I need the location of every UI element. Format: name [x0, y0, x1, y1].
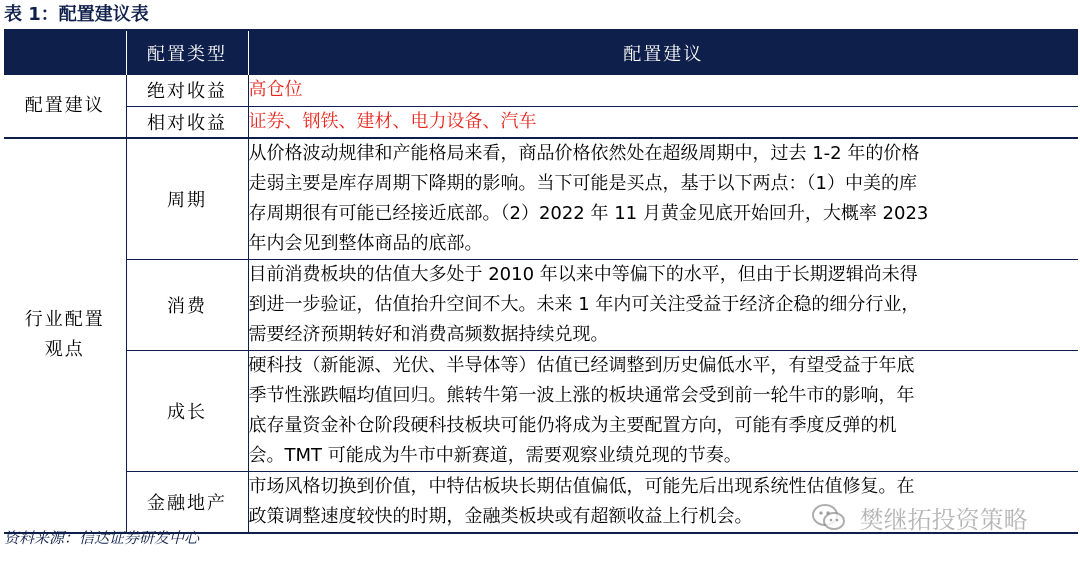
watermark-text: 樊继拓投资策略	[859, 506, 1028, 534]
sector-label-growth: 成长	[126, 350, 248, 471]
sector-row-consumption	[4, 259, 1078, 350]
text-line: 需要经济预期转好和消费高频数据持续兑现。	[248, 323, 609, 345]
watermark	[812, 500, 1028, 538]
sector-label-consumption: 消费	[126, 259, 248, 350]
source-note: 资料来源：信达证券研发中心	[4, 529, 200, 547]
text-line: 底存量资金补仓阶段硬科技板块可能仍将成为主要配置方向，可能有季度反弹的机	[248, 414, 897, 436]
table-caption: 表 1：配置建议表	[4, 4, 149, 25]
sector-label-cycle: 周期	[126, 138, 248, 260]
absolute-return-value: 高仓位	[248, 75, 1078, 106]
text-line: 目前消费板块的估值大多处于 2010 年以来中等偏下的水平，但由于长期逻辑尚未得	[248, 263, 918, 285]
relative-return-row	[4, 106, 1078, 138]
sector-text-growth	[248, 350, 1078, 471]
text-line: 会。TMT 可能成为牛市中新赛道，需要观察业绩兑现的节奏。	[248, 444, 742, 466]
header-advice: 配置建议	[248, 31, 1078, 75]
sector-row-cycle	[4, 138, 1078, 260]
absolute-return-label: 绝对收益	[126, 75, 248, 106]
text-line: 存周期很有可能已经接近底部。（2）2022 年 11 月黄金见底开始回升，大概率 2023	[248, 202, 929, 224]
text-line: 从价格波动规律和产能格局来看，商品价格依然处在超级周期中，过去 1-2 年的价格	[248, 142, 920, 164]
text-line: 年内会见到整体商品的底部。	[248, 232, 483, 254]
text-line: 政策调整速度较快的时期，金融类板块或有超额收益上行机会。	[248, 505, 753, 527]
text-line: 到进一步验证，估值抬升空间不大。未来 1 年内可关注受益于经济企稳的细分行业，	[248, 293, 920, 315]
text-line: 硬科技（新能源、光伏、半导体等）估值已经调整到历史偏低水平，有望受益于年底	[248, 354, 915, 376]
header-row	[4, 31, 1078, 75]
header-type: 配置类型	[126, 31, 248, 75]
header-blank	[4, 31, 126, 75]
text-line: 季节性涨跌幅均值回归。熊转牛第一波上涨的板块通常会受到前一轮牛市的影响，年	[248, 384, 915, 406]
allocation-table	[4, 29, 1078, 534]
sector-text-cycle	[248, 138, 1078, 260]
relative-return-label: 相对收益	[126, 106, 248, 138]
allocation-group-label: 配置建议	[4, 75, 126, 138]
text-line: 市场风格切换到价值，中特估板块长期估值偏低，可能先后出现系统性估值修复。在	[248, 475, 915, 497]
wechat-icon	[812, 504, 846, 538]
sector-group-label-text: 行业配置观点	[24, 309, 105, 360]
absolute-return-row	[4, 75, 1078, 106]
sector-row-growth	[4, 350, 1078, 471]
sector-group-label	[4, 138, 126, 533]
relative-return-value: 证券、钢铁、建材、电力设备、汽车	[248, 106, 1078, 138]
sector-label-finance: 金融地产	[126, 471, 248, 533]
sector-text-consumption	[248, 259, 1078, 350]
text-line: 走弱主要是库存周期下降期的影响。当下可能是买点，基于以下两点：（1）中美的库	[248, 172, 917, 194]
